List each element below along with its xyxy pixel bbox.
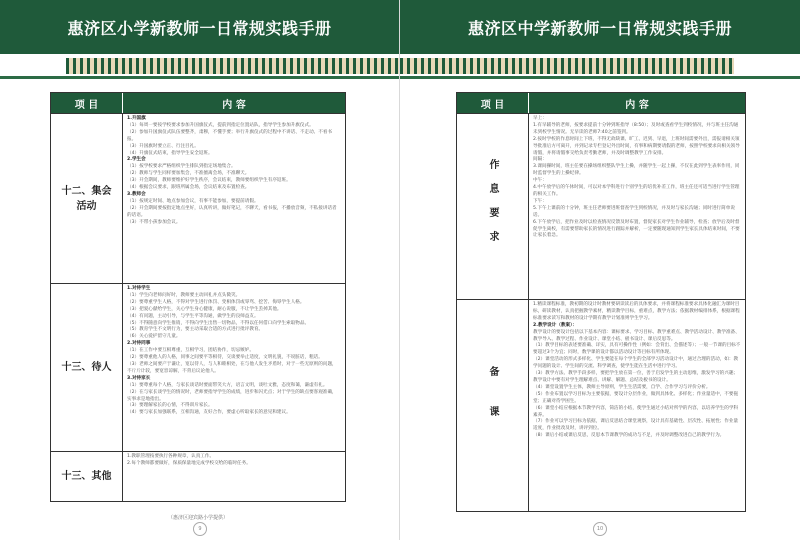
table-row xyxy=(457,113,745,299)
content-line: （5）作业布置以学习目标为主要依据，要设计分层作业，做到具体化、多样化；作业量适中，不要拖堂；正确对待学困生。 xyxy=(533,391,739,404)
right-table xyxy=(456,92,746,512)
content-line: 3.对待家长 xyxy=(127,375,151,381)
row-label xyxy=(51,284,123,451)
row-content xyxy=(123,114,345,283)
content-line: 3.课间操时间，班主任要在操场组织整队学生上操，并随学生一起上操，不仅在此到学生表率作用，同时监督学生的上操纪律。 xyxy=(533,164,740,177)
right-table-header xyxy=(457,93,745,113)
content-line: （1）要尊重每个人格，与家长谈话时要面带笑大方，语言文明，谈吐文雅，态度和蔼，谦虚有礼。 xyxy=(127,382,328,388)
content-line: 2.教学设计（教案）： xyxy=(533,322,577,328)
content-line: （2）开会期间要按指定地点坐好，认真听讲，做好笔记，不聊天，看书报，不播放音频，不私接讲话者的话语。 xyxy=(127,205,337,218)
content-line: （3）要理解家长的心情，不得训斥家长。 xyxy=(127,403,213,409)
left-table xyxy=(50,92,346,502)
content-line: （8）课后小结或课后反思，反思本节课教学的成功与不足，并及时调整改进自己的教学行为。 xyxy=(533,433,725,439)
row-label-text: 十二、集会活动 xyxy=(61,185,112,212)
content-line: 2.每个教师都要做好，保质保量地完成学校交给的临时任务。 xyxy=(127,460,251,466)
col-content-header: 内 容 xyxy=(625,99,649,111)
content-line: （6）关心爱护留守儿童。 xyxy=(127,334,181,340)
content-line: 早上： xyxy=(533,116,547,121)
content-line: （1）每周一要按学校要求参加升国旗仪式，提前到指定位置站队，指导学生参加升旗仪式。 xyxy=(127,122,314,128)
content-line: 2.学生会 xyxy=(127,157,146,163)
content-line: 1.精读课程标准，教初期的设计时教材要研读读后的具体要求，并将课程标准要求具体化融汇为课时目标，研读教材，认真把握教学素材，精读教学目标，重难点，教学方法；依据教材编排体系，根据课程标准要求读写和教材的设计学期有教学计划准则学生学习。 xyxy=(533,302,740,321)
col-item-header: 项 目 xyxy=(457,93,529,113)
content-line: 中午： xyxy=(533,178,547,184)
left-header xyxy=(0,0,399,54)
content-line: （2）要尊重他人的人格，同事之间要平等相待，交谈要举止适度，文明礼貌，不说脏话，粗话。 xyxy=(127,355,323,361)
content-line: （3）把爱心献给学生，关心学生身心健康，耐心说服，不让学生丢掉其他。 xyxy=(127,306,282,312)
content-line: 2.对待同事 xyxy=(127,341,151,347)
row-label-text: 作息要求 xyxy=(487,158,498,255)
content-line: （3）不带小孩参加会议。 xyxy=(127,219,181,225)
row-content xyxy=(529,114,745,299)
content-line: （5）教育学生不文明行为，要主动采取合适的方式进行批评教育。 xyxy=(127,327,264,333)
content-line: 2.按时学校的作息时间上下班，不得无故缺课、旷工、迟到、早退，上班时间需要外出，需报请相关领导批准后方可离开，并到记录专栏登记外出时间，有事和病期要请假的老师，按照学校要求向相关领导请假，并将请假事交给负责考勤老师，并及时调整教学工作安排。 xyxy=(533,136,740,156)
content-line: 1.有早辅导的老师，按要求提前十分钟到班指导（8:50）；及时或查看学生到校情况，并与班主任沟通未到校学生情况。无早读的老师7:40之前签到。 xyxy=(533,122,739,135)
row-content xyxy=(123,452,345,501)
content-line: 3.教师会 xyxy=(127,191,146,197)
row-content xyxy=(123,284,345,451)
right-decorative-stripes xyxy=(400,58,734,74)
source-credit: （惠济区迎宾路小学提供） xyxy=(167,515,228,521)
content-line: （5）不得随意向学生推销，不得向学生出售一切物品，不得以任何借口向学生索取物品。 xyxy=(127,320,310,326)
left-page-number: 9 xyxy=(193,522,207,536)
content-line: （4）有问题，主动引导，与学生平等沟通，做学生的良师益友。 xyxy=(127,313,259,319)
content-line: （3）教学方法、教学手段多样，要把学生放在第一位，善于启发学生的主动思维，激发学习的兴趣；教学设计中要有对学生理解难点、讲解、解题、总结及板书的设计。 xyxy=(533,371,739,383)
content-line: （2）课堂活动的形式多样化、学生要能在每个学生的全部学习活动设计中，通过合理的活动，如：教学问题的设计、学生间的交流、科学调查，使学生能在生活中进行学习。 xyxy=(533,357,739,370)
content-line: 1.升国旗 xyxy=(127,116,146,121)
content-line: 1.对待学生 xyxy=(127,286,151,291)
left-page-title: 惠济区小学新教师一日常规实践手册 xyxy=(67,18,332,38)
content-line: （2）要尊重学生人格，不得对学生进行体罚、变相体罚或辱骂、挖苦、侮辱学生人格。 xyxy=(127,299,305,305)
content-line: （4）要与家长加强联系，互相沟通，友好合作，要虚心听取家长的意见和建议。 xyxy=(127,410,291,416)
content-line: 1.教职管理按要执行各种规章，认真工作。 xyxy=(127,454,215,459)
row-label-text: 十三、其他 xyxy=(61,471,112,482)
row-label xyxy=(51,452,123,501)
left-table-header xyxy=(51,93,345,113)
content-line: （3）开会期间，教师要维护好学生秩序，会议结束，教师要组织学生有序返班。 xyxy=(127,178,291,184)
content-line: （3）升国旗时要立正、行注目礼。 xyxy=(127,143,199,149)
content-line: （6）课堂小结应根据本节教学内容，简洁的小结，使学生通过小结对所学的内容，以培养学生的学科素养。 xyxy=(533,405,739,418)
content-line: （7）作业可以学习目标为依据，课后反思结合课堂观察，设计具有基础性、层次性、拓展性；作业量适度，作业批改及时，讲评到位。 xyxy=(533,419,739,432)
left-decorative-stripes xyxy=(66,58,399,74)
content-line: 5.下午上课前的十分钟，班主任老师要进班督查学生到校情况，并及时与家长沟通；同时进行简单说话。 xyxy=(533,205,735,218)
content-line: （1）按规定时间、地点参加会议，有事不能参加，要提前请假。 xyxy=(127,198,259,204)
table-row xyxy=(51,113,345,283)
table-row xyxy=(51,283,345,451)
content-line: （4）根据会议要求，跟班所属会场，会议结束及布置检查。 xyxy=(127,185,250,191)
content-line: （1）学生向老师问好时，教师要主动回礼并点头微笑。 xyxy=(127,292,241,298)
table-row xyxy=(51,451,345,501)
content-line: （3）老师之间要产于谦让，宽以待人，与人和睦相处，在与他人发生矛盾时，对于一些无原则的问题，不斤斤计较，要宽容谅解，不背后议论他人。 xyxy=(127,361,337,374)
right-green-band xyxy=(400,76,800,79)
content-line: （4）升旗仪式结束，指导学生安全返班。 xyxy=(127,150,213,156)
content-line: 教学设计的要设计包括以下基本内容：课标要求、学习目标、教学重难点、教学活动设计、教学准备、教学导入、教学过程、作业设计、课堂小结、板书设计、课后反思等。 xyxy=(533,329,740,342)
content-line: （2）教师与学生同样要加集会，不准擅离会场，不准聊天。 xyxy=(127,171,250,177)
right-page-number: 10 xyxy=(593,522,607,536)
content-line: （1）教学目标的表述要准确、详实，具有可操作性（例如：会背出、会描述等）；一般一节课的目标不要超过3个为宜；同时，数学课的设计都以活动设计等目标有所体现。 xyxy=(533,343,741,356)
content-line: （1）按学校要求严格组织学生排队到指定场地集合。 xyxy=(127,164,236,170)
right-page-title: 惠济区中学新教师一日常规实践手册 xyxy=(467,18,732,38)
row-label xyxy=(51,114,123,283)
left-green-band xyxy=(0,76,399,79)
row-label-text: 十三、待人 xyxy=(61,362,112,373)
content-line: （4）课堂设置学生主体，教师主导原则，学生生活需要，自学、合作学习与评价分析。 xyxy=(533,384,711,390)
right-header xyxy=(400,0,800,54)
row-label xyxy=(457,300,529,511)
content-line: 4.中午放学后的午休时间，可以对本学科进行个别学生的培优补差工作，班主任还可适当进行学生管理的相关工作。 xyxy=(533,185,740,197)
right-page xyxy=(400,0,800,540)
content-line: 下午： xyxy=(533,198,547,204)
content-line: 间隔： xyxy=(533,157,547,163)
col-item-header: 项 目 xyxy=(51,93,123,113)
content-line: （2）参加升国旗仪式队伍要整齐，肃穆，不懂手要；举行升旗仪式的过程中不讲话、不走动、不看书报。 xyxy=(127,129,333,142)
row-label-text: 备课 xyxy=(487,365,498,446)
row-content xyxy=(529,300,745,511)
table-row xyxy=(457,299,745,511)
content-line: （2）在与家长谈学生的情况时，老师要指导学生的成绩，进步和闪光点；对于学生的缺点要客观准确，实事求是地指出。 xyxy=(127,389,337,402)
content-line: 6.下午放学后，把作业及时以检查情况反馈及时布置，督促家长对学生作业辅导，检查；放学后及时督促学生离校，有需要帮助家长的情况进行跟踪并解析，一定要随现通知到学生家长具体结束时间，不要让家长着急。 xyxy=(533,219,740,239)
col-content-header: 内 容 xyxy=(222,99,246,111)
content-line: （1）在工作中要互相尊重，互相学习，团结协作，切忌嫉妒。 xyxy=(127,348,254,354)
row-label xyxy=(457,114,529,299)
